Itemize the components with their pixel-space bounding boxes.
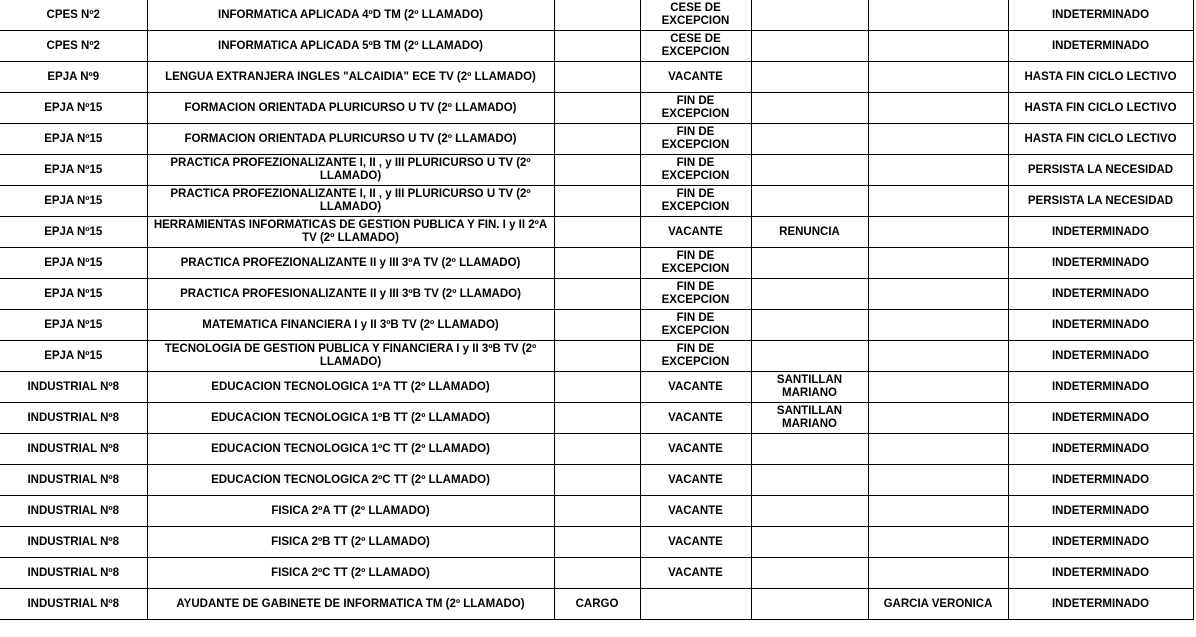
duration-cell: HASTA FIN CICLO LECTIVO	[1008, 93, 1193, 124]
reason-cell: VACANTE	[640, 62, 751, 93]
holder-cell	[751, 155, 868, 186]
table-row	[0, 558, 1193, 589]
assignee-cell	[868, 93, 1008, 124]
assignee-cell	[868, 186, 1008, 217]
holder-cell	[751, 496, 868, 527]
assignee-cell	[868, 558, 1008, 589]
type-cell	[554, 31, 640, 62]
school-cell: EPJA Nº15	[0, 186, 147, 217]
table-row	[0, 527, 1193, 558]
reason-cell: FIN DE EXCEPCION	[640, 186, 751, 217]
reason-cell: FIN DE EXCEPCION	[640, 155, 751, 186]
reason-cell: VACANTE	[640, 558, 751, 589]
subject-cell: HERRAMIENTAS INFORMATICAS DE GESTION PUBLICA Y FIN. I y II 2ºA TV (2º LLAMADO)	[147, 217, 554, 248]
duration-cell: INDETERMINADO	[1008, 589, 1193, 620]
duration-cell: INDETERMINADO	[1008, 31, 1193, 62]
reason-cell: FIN DE EXCEPCION	[640, 279, 751, 310]
reason-cell: CESE DE EXCEPCION	[640, 0, 751, 31]
holder-cell	[751, 589, 868, 620]
duration-cell: HASTA FIN CICLO LECTIVO	[1008, 124, 1193, 155]
subject-cell: EDUCACION TECNOLOGICA 1ºA TT (2º LLAMADO)	[147, 372, 554, 403]
school-cell: INDUSTRIAL Nº8	[0, 434, 147, 465]
reason-cell: FIN DE EXCEPCION	[640, 248, 751, 279]
table-row	[0, 248, 1193, 279]
duration-cell: HASTA FIN CICLO LECTIVO	[1008, 62, 1193, 93]
subject-cell: PRACTICA PROFESIONALIZANTE II y III 3ºB TV (2º LLAMADO)	[147, 279, 554, 310]
table-row	[0, 310, 1193, 341]
duration-cell: INDETERMINADO	[1008, 341, 1193, 372]
holder-cell	[751, 248, 868, 279]
school-cell: CPES Nº2	[0, 0, 147, 31]
assignee-cell	[868, 124, 1008, 155]
holder-cell	[751, 186, 868, 217]
table-row	[0, 403, 1193, 434]
duration-cell: INDETERMINADO	[1008, 0, 1193, 31]
assignee-cell	[868, 248, 1008, 279]
table-row	[0, 372, 1193, 403]
school-cell: EPJA Nº15	[0, 93, 147, 124]
table-row	[0, 186, 1193, 217]
subject-cell: MATEMATICA FINANCIERA I y II 3ºB TV (2º LLAMADO)	[147, 310, 554, 341]
subject-cell: EDUCACION TECNOLOGICA 2ºC TT (2º LLAMADO)	[147, 465, 554, 496]
school-cell: INDUSTRIAL Nº8	[0, 372, 147, 403]
subject-cell: EDUCACION TECNOLOGICA 1ºC TT (2º LLAMADO)	[147, 434, 554, 465]
duration-cell: INDETERMINADO	[1008, 279, 1193, 310]
duration-cell: INDETERMINADO	[1008, 403, 1193, 434]
table-row	[0, 496, 1193, 527]
assignee-cell: GARCIA VERONICA	[868, 589, 1008, 620]
reason-cell: FIN DE EXCEPCION	[640, 93, 751, 124]
school-cell: INDUSTRIAL Nº8	[0, 465, 147, 496]
table-row	[0, 155, 1193, 186]
table-row	[0, 124, 1193, 155]
holder-cell	[751, 558, 868, 589]
type-cell	[554, 279, 640, 310]
table-row	[0, 434, 1193, 465]
holder-cell	[751, 465, 868, 496]
reason-cell	[640, 589, 751, 620]
reason-cell: VACANTE	[640, 496, 751, 527]
assignee-cell	[868, 341, 1008, 372]
table-row	[0, 341, 1193, 372]
type-cell	[554, 155, 640, 186]
reason-cell: CESE DE EXCEPCION	[640, 31, 751, 62]
duration-cell: INDETERMINADO	[1008, 217, 1193, 248]
duration-cell: INDETERMINADO	[1008, 434, 1193, 465]
table-row	[0, 465, 1193, 496]
table-row	[0, 279, 1193, 310]
type-cell	[554, 217, 640, 248]
subject-cell: FISICA 2ºA TT (2º LLAMADO)	[147, 496, 554, 527]
type-cell	[554, 527, 640, 558]
type-cell	[554, 124, 640, 155]
table-row	[0, 93, 1193, 124]
school-cell: EPJA Nº15	[0, 310, 147, 341]
reason-cell: FIN DE EXCEPCION	[640, 310, 751, 341]
subject-cell: PRACTICA PROFEZIONALIZANTE I, II , y III PLURICURSO U TV (2º LLAMADO)	[147, 155, 554, 186]
reason-cell: VACANTE	[640, 465, 751, 496]
type-cell	[554, 403, 640, 434]
holder-cell: RENUNCIA	[751, 217, 868, 248]
holder-cell	[751, 124, 868, 155]
assignee-cell	[868, 217, 1008, 248]
school-cell: INDUSTRIAL Nº8	[0, 527, 147, 558]
reason-cell: VACANTE	[640, 372, 751, 403]
duration-cell: PERSISTA LA NECESIDAD	[1008, 186, 1193, 217]
reason-cell: VACANTE	[640, 403, 751, 434]
duration-cell: INDETERMINADO	[1008, 310, 1193, 341]
holder-cell: SANTILLAN MARIANO	[751, 372, 868, 403]
duration-cell: INDETERMINADO	[1008, 558, 1193, 589]
type-cell	[554, 310, 640, 341]
subject-cell: TECNOLOGIA DE GESTION PUBLICA Y FINANCIERA I y II 3ºB TV (2º LLAMADO)	[147, 341, 554, 372]
subject-cell: FISICA 2ºB TT (2º LLAMADO)	[147, 527, 554, 558]
holder-cell	[751, 527, 868, 558]
subject-cell: FORMACION ORIENTADA PLURICURSO U TV (2º LLAMADO)	[147, 93, 554, 124]
subject-cell: INFORMATICA APLICADA 5ºB TM (2º LLAMADO)	[147, 31, 554, 62]
school-cell: EPJA Nº9	[0, 62, 147, 93]
assignee-cell	[868, 465, 1008, 496]
type-cell	[554, 62, 640, 93]
type-cell	[554, 341, 640, 372]
school-cell: INDUSTRIAL Nº8	[0, 403, 147, 434]
reason-cell: VACANTE	[640, 217, 751, 248]
school-cell: EPJA Nº15	[0, 248, 147, 279]
subject-cell: FORMACION ORIENTADA PLURICURSO U TV (2º LLAMADO)	[147, 124, 554, 155]
holder-cell	[751, 434, 868, 465]
school-cell: INDUSTRIAL Nº8	[0, 589, 147, 620]
duration-cell: INDETERMINADO	[1008, 372, 1193, 403]
school-cell: INDUSTRIAL Nº8	[0, 496, 147, 527]
table-row	[0, 0, 1193, 31]
assignee-cell	[868, 62, 1008, 93]
subject-cell: FISICA 2ºC TT (2º LLAMADO)	[147, 558, 554, 589]
type-cell	[554, 496, 640, 527]
assignee-cell	[868, 372, 1008, 403]
holder-cell	[751, 31, 868, 62]
type-cell	[554, 434, 640, 465]
table-row	[0, 217, 1193, 248]
subject-cell: EDUCACION TECNOLOGICA 1ºB TT (2º LLAMADO)	[147, 403, 554, 434]
school-cell: EPJA Nº15	[0, 217, 147, 248]
subject-cell: PRACTICA PROFEZIONALIZANTE I, II , y III PLURICURSO U TV (2º LLAMADO)	[147, 186, 554, 217]
assignee-cell	[868, 155, 1008, 186]
table-row	[0, 31, 1193, 62]
assignee-cell	[868, 403, 1008, 434]
school-cell: EPJA Nº15	[0, 155, 147, 186]
reason-cell: FIN DE EXCEPCION	[640, 124, 751, 155]
reason-cell: VACANTE	[640, 434, 751, 465]
school-cell: CPES Nº2	[0, 31, 147, 62]
holder-cell	[751, 341, 868, 372]
type-cell	[554, 186, 640, 217]
school-cell: INDUSTRIAL Nº8	[0, 558, 147, 589]
duration-cell: INDETERMINADO	[1008, 248, 1193, 279]
reason-cell: FIN DE EXCEPCION	[640, 341, 751, 372]
assignee-cell	[868, 434, 1008, 465]
type-cell	[554, 0, 640, 31]
duration-cell: PERSISTA LA NECESIDAD	[1008, 155, 1193, 186]
subject-cell: INFORMATICA APLICADA 4ºD TM (2º LLAMADO)	[147, 0, 554, 31]
assignee-cell	[868, 527, 1008, 558]
assignee-cell	[868, 0, 1008, 31]
reason-cell: VACANTE	[640, 527, 751, 558]
type-cell	[554, 465, 640, 496]
holder-cell	[751, 279, 868, 310]
holder-cell	[751, 93, 868, 124]
school-cell: EPJA Nº15	[0, 124, 147, 155]
type-cell	[554, 558, 640, 589]
school-cell: EPJA Nº15	[0, 341, 147, 372]
type-cell	[554, 372, 640, 403]
holder-cell	[751, 62, 868, 93]
subject-cell: PRACTICA PROFEZIONALIZANTE II y III 3ºA TV (2º LLAMADO)	[147, 248, 554, 279]
holder-cell	[751, 310, 868, 341]
holder-cell: SANTILLAN MARIANO	[751, 403, 868, 434]
school-cell: EPJA Nº15	[0, 279, 147, 310]
holder-cell	[751, 0, 868, 31]
assignee-cell	[868, 279, 1008, 310]
subject-cell: AYUDANTE DE GABINETE DE INFORMATICA TM (2º LLAMADO)	[147, 589, 554, 620]
duration-cell: INDETERMINADO	[1008, 465, 1193, 496]
duration-cell: INDETERMINADO	[1008, 496, 1193, 527]
type-cell	[554, 248, 640, 279]
duration-cell: INDETERMINADO	[1008, 527, 1193, 558]
type-cell	[554, 93, 640, 124]
type-cell: CARGO	[554, 589, 640, 620]
table-row	[0, 589, 1193, 620]
assignee-cell	[868, 31, 1008, 62]
assignee-cell	[868, 310, 1008, 341]
subject-cell: LENGUA EXTRANJERA INGLES "ALCAIDIA" ECE TV (2º LLAMADO)	[147, 62, 554, 93]
table-row	[0, 62, 1193, 93]
assignee-cell	[868, 496, 1008, 527]
